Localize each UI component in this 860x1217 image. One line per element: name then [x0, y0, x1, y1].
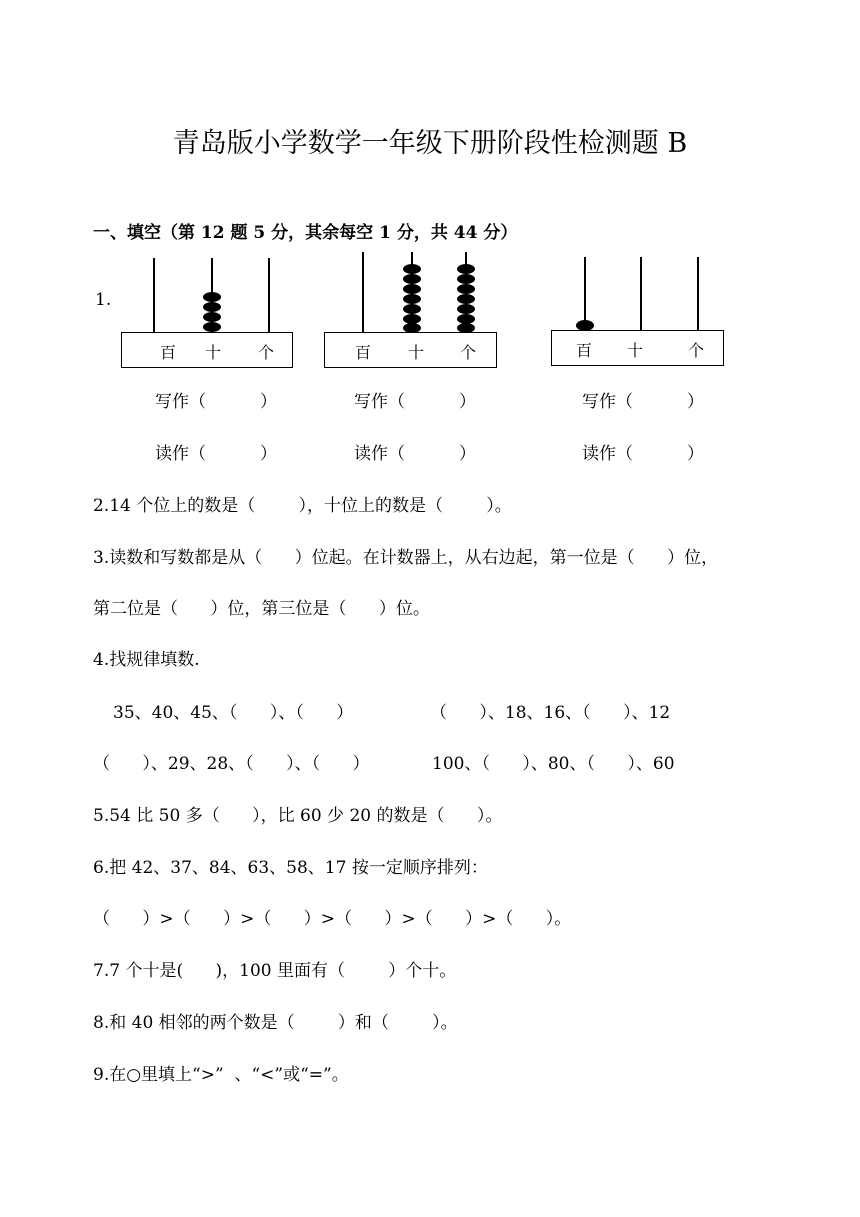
write-as-blank: 写作（ ） [582, 392, 705, 412]
bead [403, 264, 421, 274]
read-as-blank: 读作（ ） [582, 444, 705, 464]
place-label: 百 [354, 343, 371, 362]
place-label: 十 [204, 343, 221, 362]
rod-hundreds [362, 252, 364, 332]
place-label: 百 [575, 341, 592, 360]
bead [457, 274, 475, 284]
place-label: 个 [257, 343, 274, 362]
abacus-3 [551, 257, 724, 369]
question-4-sequence: 100、（ ）、80、（ ）、60 [432, 754, 675, 774]
bead [403, 284, 421, 294]
page-title: 青岛版小学数学一年级下册阶段性检测题 B [172, 128, 688, 159]
write-as-blank: 写作（ ） [155, 392, 278, 412]
bead [457, 294, 475, 304]
place-label: 个 [459, 343, 476, 362]
place-label: 百 [159, 343, 176, 362]
place-label: 十 [626, 341, 643, 360]
question-4-sequence: （ ）、18、16、（ ）、12 [430, 703, 671, 723]
bead [203, 292, 221, 302]
abacus-1 [121, 258, 293, 370]
question-5: 5.54 比 50 多（ ），比 60 少 20 的数是（ ）。 [93, 806, 503, 826]
place-label: 十 [407, 343, 424, 362]
bead [203, 322, 221, 332]
read-as-blank: 读作（ ） [354, 444, 477, 464]
bead [403, 294, 421, 304]
bead [457, 304, 475, 314]
question-3-line-2: 第二位是（ ）位，第三位是（ ）位。 [93, 599, 430, 619]
question-3-line-1: 3.读数和写数都是从（ ）位起。在计数器上，从右边起，第一位是（ ）位， [93, 548, 719, 568]
question-7: 7.7 个十是( )，100 里面有（ ）个十。 [93, 961, 457, 981]
question-8: 8.和 40 相邻的两个数是（ ）和（ ）。 [93, 1013, 458, 1033]
bead [403, 304, 421, 314]
read-as-blank: 读作（ ） [155, 444, 278, 464]
write-as-blank: 写作（ ） [354, 392, 477, 412]
place-label: 个 [687, 341, 704, 360]
rod-tens [640, 257, 642, 330]
question-2: 2.14 个位上的数是（ ），十位上的数是（ ）。 [93, 496, 512, 516]
question-4: 4.找规律填数. [93, 650, 200, 670]
section-heading: 一、填空（第 12 题 5 分，其余每空 1 分，共 44 分） [93, 223, 518, 243]
bead [203, 302, 221, 312]
abacus-2 [324, 252, 497, 370]
question-9: 9.在○里填上“>” 、“<”或“=”。 [93, 1065, 349, 1085]
question-4-sequence: （ ）、29、28、（ ）、（ ） [93, 754, 370, 774]
bead [457, 264, 475, 274]
question-6: 6.把 42、37、84、63、58、17 按一定顺序排列： [93, 858, 488, 878]
rod-ones [697, 257, 699, 330]
bead [203, 312, 221, 322]
question-4-sequence: 35、40、45、（ ）、（ ） [113, 703, 354, 723]
rod-hundreds [153, 258, 155, 332]
question-6-blanks: （ ）>（ ）>（ ）>（ ）>（ ）>（ ）。 [93, 909, 572, 929]
bead [403, 274, 421, 284]
bead [457, 284, 475, 294]
question-number: 1. [95, 290, 112, 310]
rod-ones [268, 258, 270, 332]
